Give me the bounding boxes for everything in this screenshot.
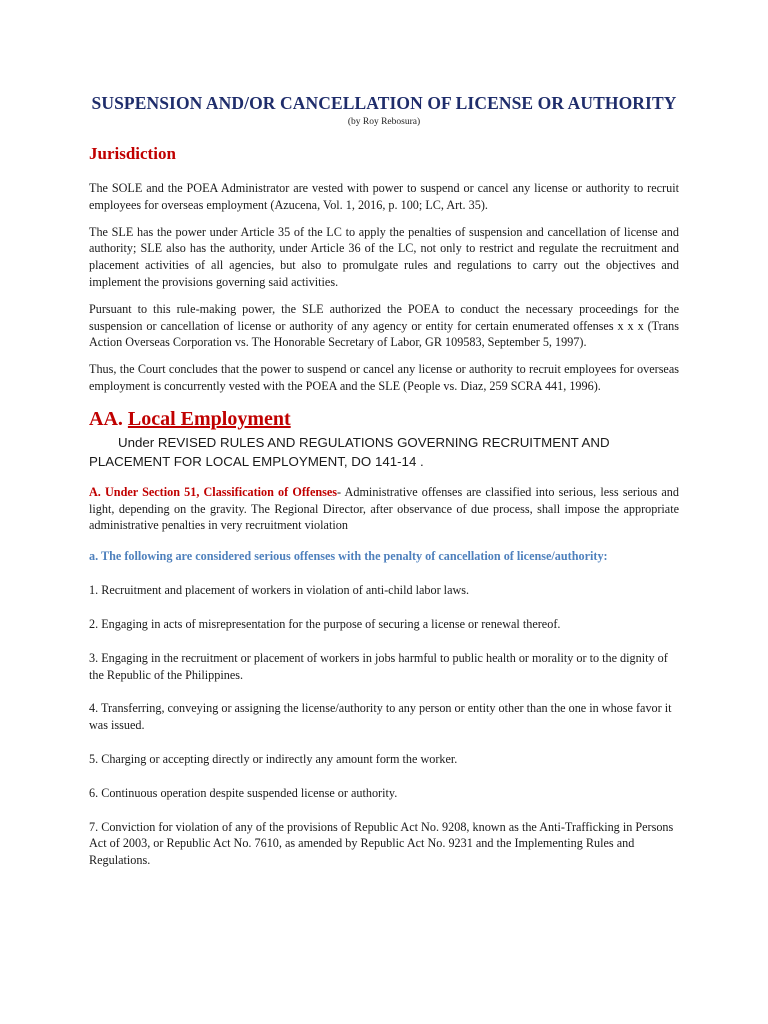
- jurisdiction-paragraph-3: Pursuant to this rule-making power, the SLE authorized the POEA to conduct the necessary proceedings for the suspension or cancellation of license or authority of any agency or entity for certain enumerated offenses x x x (Trans Action Overseas Corporation vs. The Honorable Secretary of Labor, GR 109583, September 5, 1997).: [89, 301, 679, 350]
- document-title: SUSPENSION AND/OR CANCELLATION OF LICENSE OR AUTHORITY: [91, 93, 677, 113]
- local-employment-heading-prefix: AA.: [89, 407, 128, 430]
- local-employment-heading-main: Local Employment: [127, 407, 291, 430]
- section-a-paragraph: [89, 484, 679, 534]
- author-byline: (by Roy Rebosura): [347, 117, 421, 127]
- jurisdiction-paragraph-4: Thus, the Court concludes that the power to suspend or cancel any license or authority to recruit employees for overseas employment is concurrently vested with the POEA and the SLE (People vs. Diaz, 259 SCRA 441, 1996).: [89, 362, 679, 393]
- offense-item-6: 6. Continuous operation despite suspended license or authority.: [89, 785, 398, 800]
- local-employment-subtitle: [89, 433, 679, 471]
- offense-item-7: 7. Conviction for violation of any of the provisions of Republic Act No. 9208, known as the Anti-Trafficking in Persons Act of 2003, or Republic Act No. 7610, as amended by Republic Act No. 9231 and the Implementing Rules and Regulations.: [89, 819, 674, 868]
- offense-item-4: 4. Transferring, conveying or assigning the license/authority to any person or entity other than the one in whose favor it was issued.: [89, 701, 672, 733]
- offense-item-2: 2. Engaging in acts of misrepresentation for the purpose of securing a license or renewal thereof.: [89, 616, 561, 631]
- jurisdiction-heading: Jurisdiction: [89, 144, 176, 163]
- offense-item-5: 5. Charging or accepting directly or indirectly any amount form the worker.: [89, 751, 458, 766]
- section-a-text: - Administrative offenses are classified into serious, less serious and light, depending on the gravity. The Regional Director, after observance of due process, shall impose the appropriate administrative penalties in very recruitment violation: [89, 484, 679, 533]
- offense-item-1: 1. Recruitment and placement of workers in violation of anti-child labor laws.: [89, 583, 470, 598]
- local-employment-heading: [89, 408, 679, 431]
- serious-offenses-heading: a. The following are considered serious offenses with the penalty of cancellation of license/authority:: [89, 549, 608, 564]
- jurisdiction-paragraph-2: The SLE has the power under Article 35 of the LC to apply the penalties of suspension and cancellation of license and authority; SLE also has the authority, under Article 36 of the LC, not only to restrict and regulate the recruitment and placement activities of all agencies, but also to promulgate rules and regulations to carry out the objectives and implement the provisions governing said activities.: [89, 224, 679, 289]
- offense-item-3: 3. Engaging in the recruitment or placement of workers in jobs harmful to public health or morality or to the dignity of the Republic of the Philippines.: [89, 650, 668, 682]
- section-a-label: A. Under Section 51, Classification of Offenses: [89, 484, 338, 499]
- local-employment-subtitle-text: Under REVISED RULES AND REGULATIONS GOVERNING RECRUITMENT AND PLACEMENT FOR LOCAL EMPLOYMENT, DO 141-14 .: [89, 434, 610, 469]
- jurisdiction-paragraph-1: The SOLE and the POEA Administrator are vested with power to suspend or cancel any license or authority to recruit employees for overseas employment (Azucena, Vol. 1, 2016, p. 100; LC, Art. 35).: [89, 181, 679, 212]
